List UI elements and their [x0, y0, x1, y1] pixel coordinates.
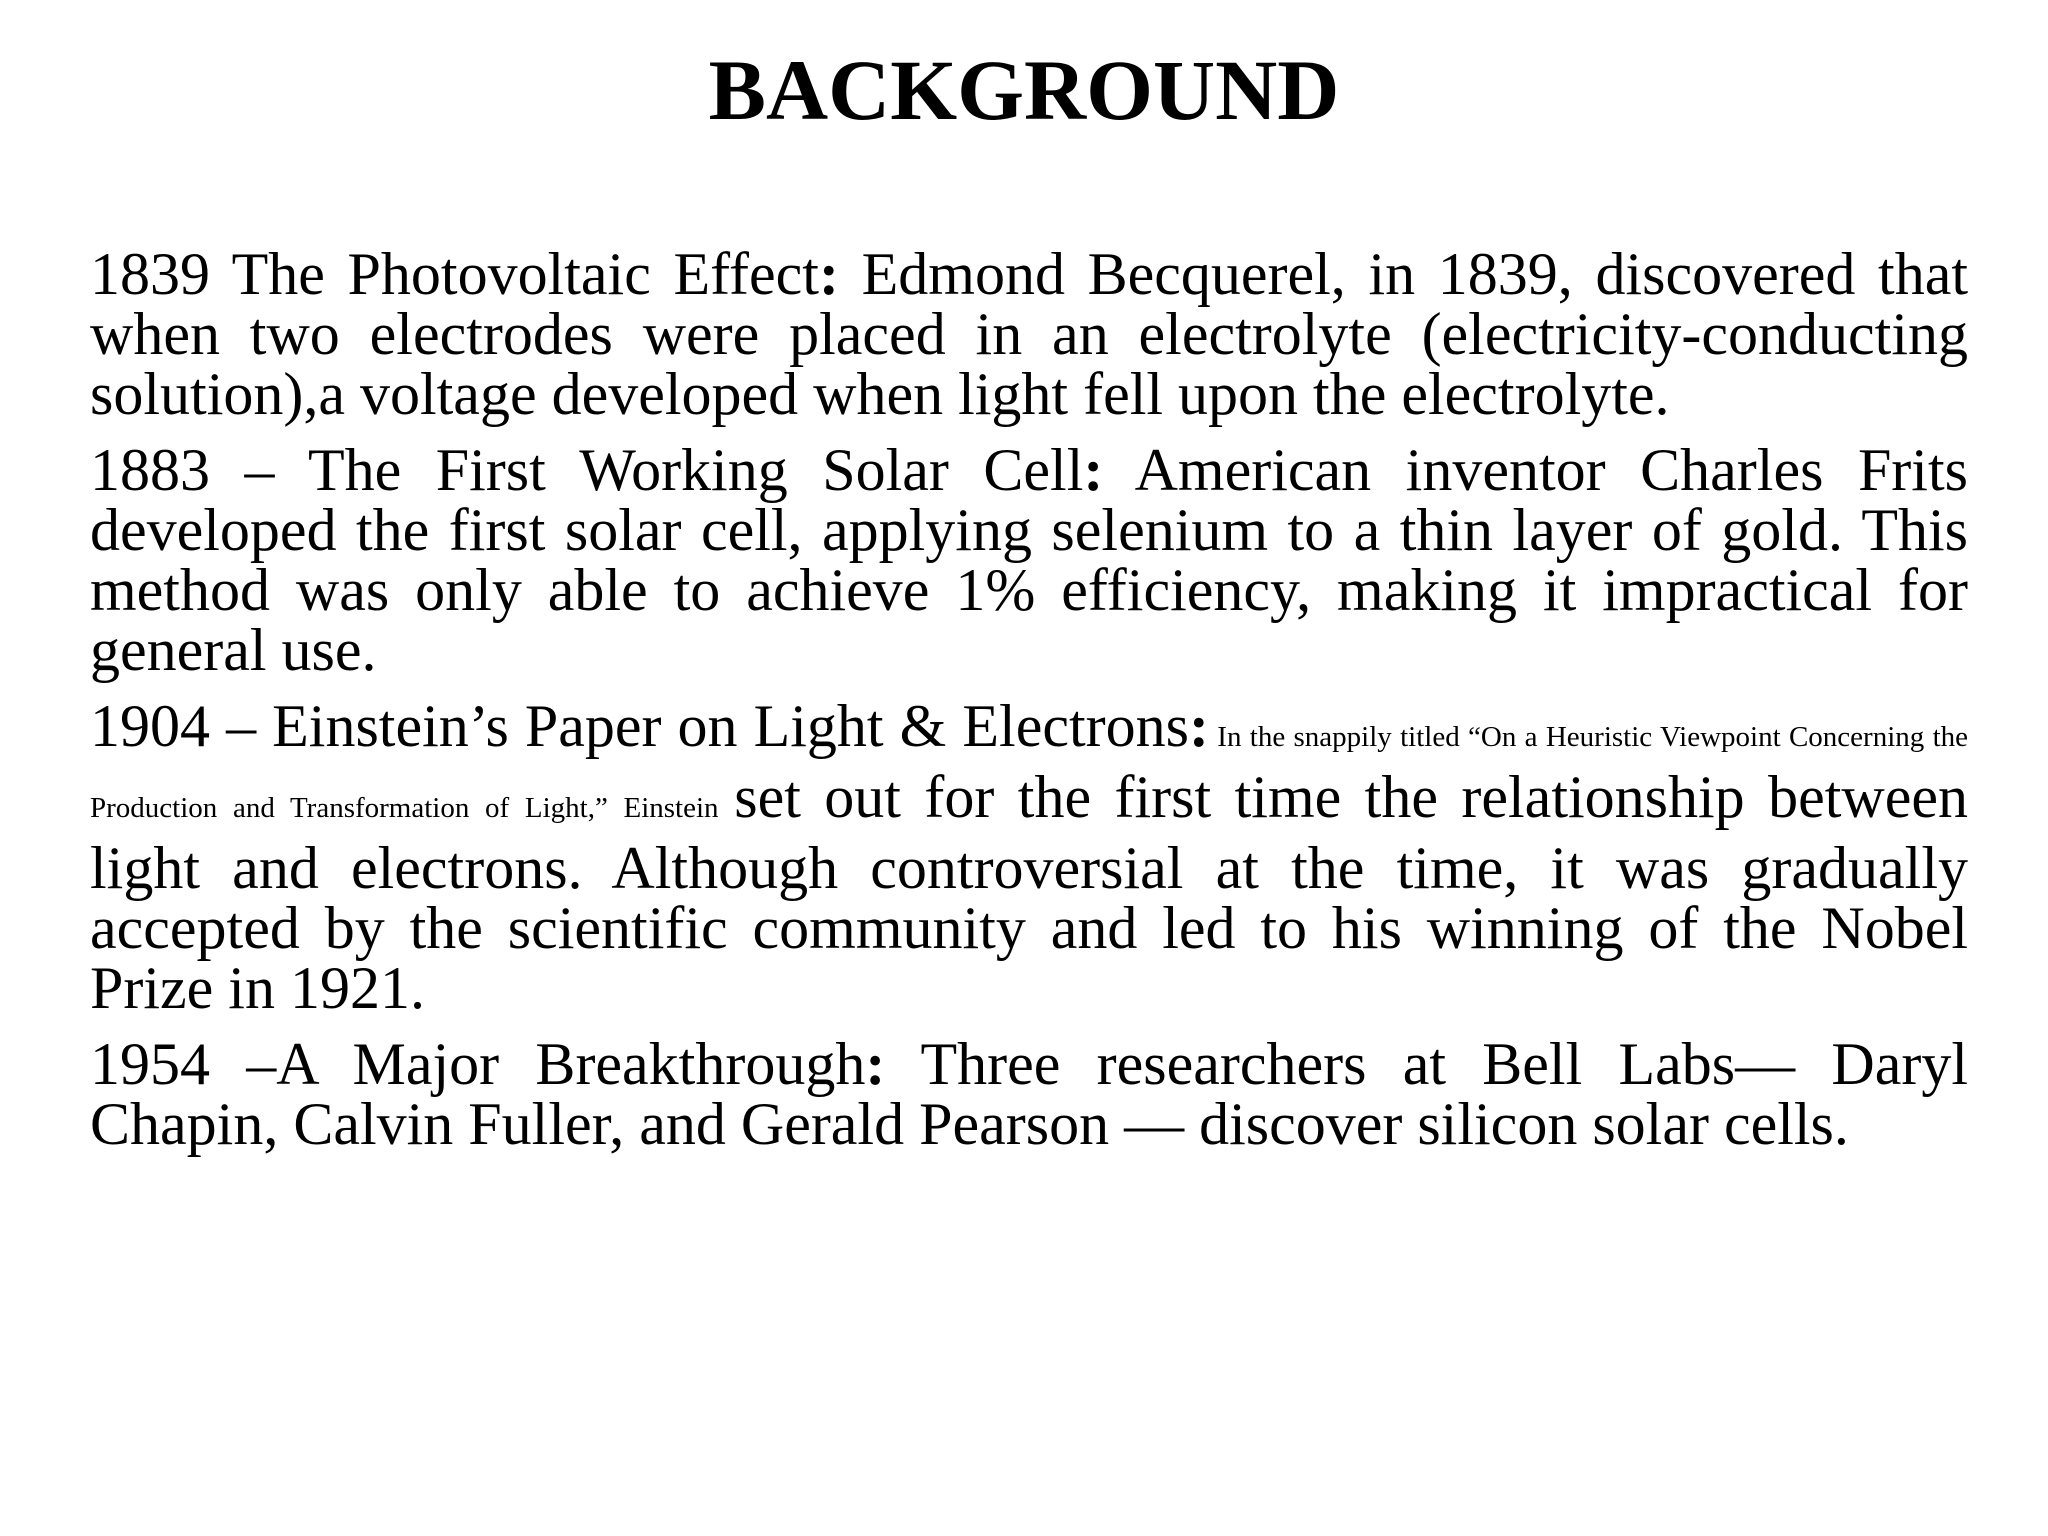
entry-heading: 1904 – Einstein’s Paper on Light & Electrons: [90, 693, 1189, 759]
entry-colon: :: [1083, 437, 1104, 503]
entry-text: set out for the first time the relationship between light and electrons. Although controversial at the time, it was gradually accepted by the scientific community and led to his winning of the Nobel Prize in 1921.: [90, 764, 1968, 1021]
entry-1904: [90, 693, 1969, 1021]
entry-text: American inventor Charles Frits developed the first solar cell, applying selenium to a thin layer of gold. This method was only able to achieve 1% efficiency, making it impractical for general use.: [90, 437, 1968, 683]
slide-title: BACKGROUND: [708, 42, 1340, 138]
entry-1954: [90, 1031, 1969, 1157]
entry-heading: 1883 – The First Working Solar Cell: [90, 437, 1084, 503]
entry-colon: :: [1189, 693, 1209, 759]
entry-colon: :: [865, 1031, 886, 1097]
entry-1883: [90, 437, 1968, 683]
slide-body: [90, 241, 1969, 1170]
entry-heading: 1839 The Photovoltaic Effect: [90, 241, 819, 307]
entry-text: Edmond Becquerel, in 1839, discovered that when two electrodes were placed in an electrolyte (electricity-conducting solution),a voltage developed when light fell upon the electrolyte.: [90, 241, 1968, 427]
entry-small-text: In the snappily titled “On a Heuristic Viewpoint Concerning the Production and Transformation of Light,” Einstein: [90, 721, 1969, 824]
entry-heading: 1954 –A Major Breakthrough: [90, 1031, 866, 1097]
entry-1839: [90, 241, 1968, 427]
entry-colon: :: [818, 241, 839, 307]
entry-text: Three researchers at Bell Labs— Daryl Chapin, Calvin Fuller, and Gerald Pearson — discover silicon solar cells.: [90, 1031, 1969, 1157]
